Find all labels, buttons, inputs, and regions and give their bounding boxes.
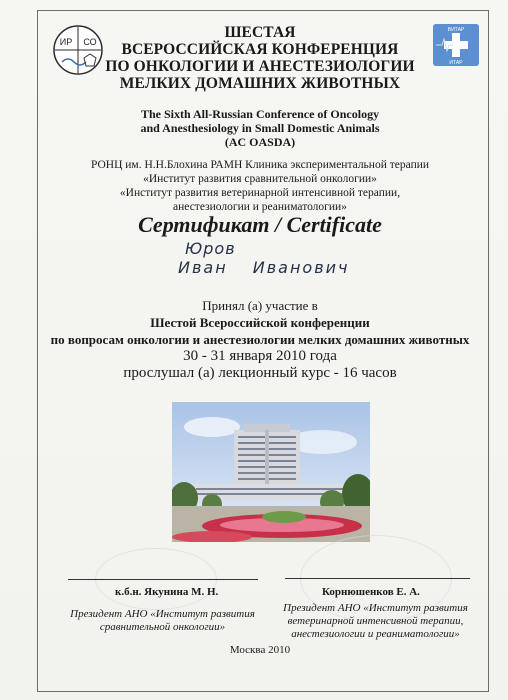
body-line-5: прослушал (а) лекционный курс - 16 часов (123, 365, 397, 381)
right-role-line-3: анестезиологии и реаниматологии» (291, 628, 460, 640)
title-ru-line-2: ВСЕРОССИЙСКАЯ КОНФЕРЕНЦИЯ (121, 41, 399, 58)
right-role-line-2: ветеринарной интенсивной терапии, (287, 615, 464, 627)
title-en-line-1: The Sixth All-Russian Conference of Oncology (140, 107, 380, 121)
title-ru-line-3: ПО ОНКОЛОГИИ И АНЕСТЕЗИОЛОГИИ (105, 58, 415, 75)
title-ru-line-1: ШЕСТАЯ (224, 24, 296, 41)
signature-line-left (68, 579, 258, 580)
building-photo (172, 402, 370, 542)
signature-line-right (285, 578, 470, 579)
title-en-line-3: (AC OASDA) (224, 135, 296, 149)
conference-title-ru (95, 24, 425, 92)
body-line-4: 30 - 31 января 2010 года (183, 348, 337, 364)
left-role-line-2: сравнительной онкологии» (99, 621, 226, 633)
signatory-right-role (268, 602, 483, 641)
participation-text (50, 297, 470, 382)
body-line-1: Принял (а) участие в (202, 298, 318, 313)
signatory-left-role (55, 608, 270, 634)
right-role-line-1: Президент АНО «Институт развития (283, 602, 468, 614)
signatory-right-name: Корнюшенков Е. А. (322, 586, 420, 598)
title-ru-line-4: МЕЛКИХ ДОМАШНИХ ЖИВОТНЫХ (119, 75, 401, 92)
logo-left-text-a: ИР (59, 37, 73, 47)
recipient-patronymic: Иванович (252, 258, 350, 277)
body-line-2: Шестой Всероссийской конференции (150, 315, 370, 330)
logo-right-text-top: ВИТАР (447, 27, 465, 33)
organizer-line-3: «Институт развития ветеринарной интенсивной терапии, (119, 187, 401, 199)
organizer-line-2: «Институт развития сравнительной онкологии» (143, 173, 377, 185)
signatory-left-name: к.б.н. Якунина М. Н. (115, 586, 219, 598)
title-en-line-2: and Anesthesiology in Small Domestic Animals (140, 121, 380, 135)
organizers-block (60, 158, 460, 214)
institute-logo-right (433, 24, 479, 66)
logo-right-text-bottom: ИТАР (449, 60, 463, 66)
left-role-line-1: Президент АНО «Институт развития (70, 608, 255, 620)
recipient-given-names (178, 258, 350, 277)
recipient-first-name: Иван (178, 258, 228, 277)
organizer-line-1: РОНЦ им. Н.Н.Блохина РАМН Клиника экспериментальной терапии (90, 159, 430, 171)
organizer-line-4: анестезиологии и реаниматологии» (173, 201, 347, 213)
city-year: Москва 2010 (229, 644, 291, 656)
logo-left-text-b: СО (83, 37, 97, 47)
recipient-surname: Юров (185, 239, 236, 258)
conference-title-en (95, 107, 425, 149)
certificate-title: Сертификат / Certificate (138, 212, 382, 237)
body-line-3: по вопросам онкологии и анестезиологии мелких домашних животных (50, 332, 470, 347)
